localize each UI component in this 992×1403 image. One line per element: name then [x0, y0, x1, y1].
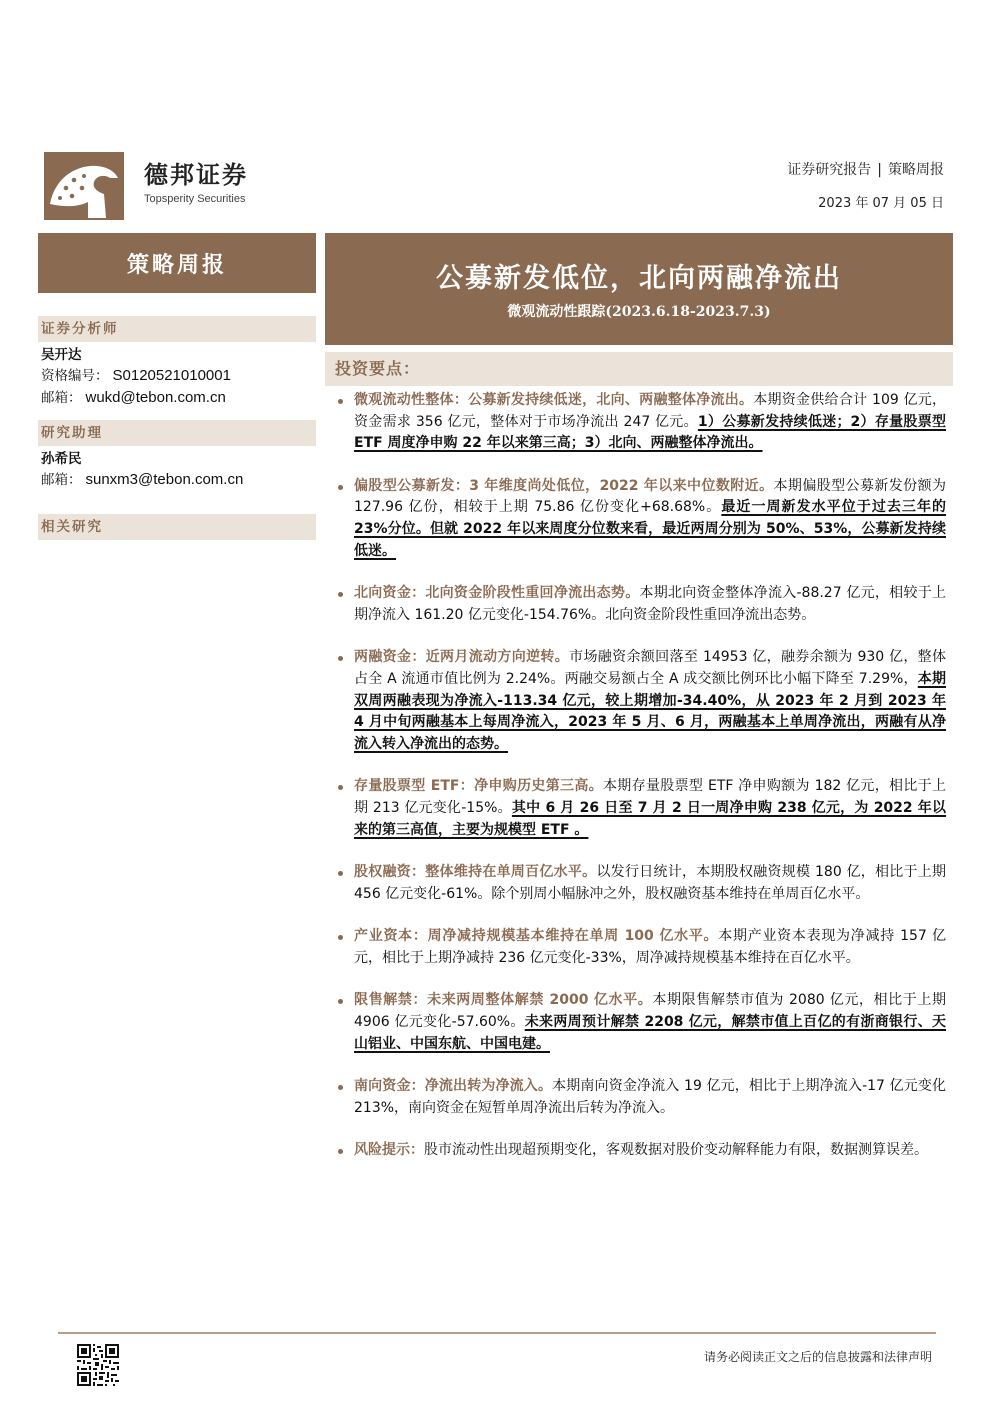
bullet-body: 本期限售解禁市值为 2080 亿元，相比于上期 4906 亿元变化-57.60%。 — [354, 992, 947, 1031]
bullet-body: 本期南向资金净流入 19 亿元，相比于上期净流入-17 亿元变化 213%，南向资金在短暂单周净流出后转为净流入。 — [354, 1078, 947, 1116]
company-logo-icon — [44, 152, 124, 220]
bullet-icon — [338, 935, 343, 940]
sidebar-banner — [38, 233, 316, 293]
title-banner — [325, 233, 953, 345]
bullet-highlight: 1）公募新发持续低迷；2）存量股票型 ETF 周度净申购 22 年以来第三高；3）北向、两融整体净流出。 — [354, 413, 946, 452]
analyst-email-line — [38, 387, 316, 409]
report-category-line — [787, 160, 944, 180]
bullet-icon — [338, 1085, 343, 1090]
report-meta — [787, 160, 944, 213]
assistant-email[interactable]: sunxm3@tebon.com.cn — [85, 471, 244, 488]
bullet-lead: 存量股票型 ETF：净申购历史第三高。 — [354, 778, 603, 795]
list-item — [332, 647, 946, 755]
bullet-lead: 偏股型公募新发：3 年维度尚处低位，2022 年以来中位数附近。 — [354, 477, 774, 494]
list-item — [332, 583, 946, 626]
brand-name-cn: 德邦证券 — [144, 161, 248, 189]
list-item — [332, 776, 946, 841]
related-research-head: 相关研究 — [38, 514, 316, 540]
email-label: 邮箱： — [41, 472, 82, 488]
email-label: 邮箱： — [41, 390, 82, 406]
bullet-icon — [338, 871, 343, 876]
bullet-lead: 微观流动性整体：公募新发持续低迷，北向、两融整体净流出。 — [354, 392, 754, 408]
bullet-lead: 限售解禁：未来两周整体解禁 2000 亿水平。 — [354, 992, 653, 1009]
bullet-body: 本期存量股票型 ETF 净申购额为 182 亿元，相比于上期 213 亿元变化-15%。 — [354, 778, 946, 816]
bullet-body: 股市流动性出现超预期变化，客观数据对股价变动解释能力有限，数据测算误差。 — [424, 1142, 928, 1159]
analyst-email[interactable]: wukd@tebon.com.cn — [85, 389, 226, 406]
key-points-heading: 投资要点： — [325, 352, 953, 386]
page-subtitle: 微观流动性跟踪(2023.6.18-2023.7.3) — [507, 304, 771, 320]
assistant-name: 孙希民 — [41, 451, 82, 467]
sidebar — [38, 233, 316, 540]
footer-divider — [58, 1332, 936, 1334]
separator: | — [877, 162, 882, 178]
bullet-highlight: 最近一周新发水平位于过去三年的 23%分位。但就 2022 年以来周度分位数来看，最近两周分别为 50%、53%，公募新发持续低迷。 — [354, 499, 947, 559]
bullet-lead: 产业资本：周净减持规模基本维持在单周 100 亿水平。 — [354, 928, 719, 945]
list-item — [332, 390, 946, 455]
bullet-body: 本期资金供给合计 109 亿元，资金需求 356 亿元，整体对于市场净流出 247 亿元。 — [354, 392, 946, 430]
cert-label: 资格编号： — [41, 368, 109, 384]
cert-value: S0120521010001 — [112, 367, 231, 384]
page-title: 公募新发低位，北向两融净流出 — [436, 263, 842, 294]
report-date: 2023 年 07 月 05 日 — [818, 196, 944, 211]
bullet-lead: 两融资金：近两月流动方向逆转。 — [354, 649, 570, 666]
analyst-name: 吴开达 — [41, 347, 82, 363]
report-type: 策略周报 — [888, 162, 944, 178]
bullet-lead: 股权融资：整体维持在单周百亿水平。 — [354, 864, 597, 881]
brand — [144, 160, 248, 206]
list-item — [332, 476, 946, 562]
bullet-body: 市场融资余额回落至 14953 亿，融券余额为 930 亿，整体占全 A 流通市值比例为 2.24%。两融交易额占全 A 成交额比例环比小幅下降至 7.29%， — [354, 649, 946, 687]
bullet-icon — [338, 592, 343, 597]
bullet-body: 本期产业资本表现为净减持 157 亿元，相比于上期净减持 236 亿元变化-33%，周净减持规模基本维持在百亿水平。 — [354, 928, 946, 966]
list-item — [332, 990, 946, 1055]
bullet-lead: 风险提示： — [354, 1142, 424, 1159]
bullet-icon — [338, 399, 343, 404]
assistant-section-head: 研究助理 — [38, 420, 316, 446]
assistant-email-line — [38, 469, 316, 491]
key-points-list — [332, 386, 946, 1162]
list-item — [332, 1140, 946, 1162]
bullet-highlight: 其中 6 月 26 日至 7 月 2 日一周净申购 238 亿元，为 2022 年以来的第三高值，主要为规模型 ETF 。 — [354, 799, 946, 838]
bullet-icon — [338, 785, 343, 790]
analyst-section-head: 证券分析师 — [38, 316, 316, 342]
bullet-icon — [338, 656, 343, 661]
bullet-icon — [338, 485, 343, 490]
bullet-lead: 北向资金：北向资金阶段性重回净流出态势。 — [354, 585, 640, 602]
bullet-icon — [338, 999, 343, 1004]
bullet-body: 本期北向资金整体净流入-88.27 亿元，相较于上期净流入 161.20 亿元变化-154.76%。北向资金阶段性重回净流出态势。 — [354, 585, 946, 623]
analyst-cert — [38, 365, 316, 387]
list-item — [332, 1076, 946, 1119]
sidebar-banner-title: 策略周报 — [126, 251, 227, 278]
report-category: 证券研究报告 — [787, 162, 872, 178]
bullet-body: 以发行日统计，本期股权融资规模 180 亿，相比于上期 456 亿元变化-61%。除个别周小幅脉冲之外，股权融资基本维持在单周百亿水平。 — [354, 864, 947, 902]
qr-code-icon — [77, 1344, 119, 1386]
list-item — [332, 862, 946, 905]
list-item — [332, 926, 946, 969]
brand-name-en: Topsperity Securities — [144, 193, 246, 205]
bullet-lead: 南向资金：净流出转为净流入。 — [354, 1078, 553, 1095]
bullet-body: 本期偏股型公募新发份额为 127.96 亿份，相较于上期 75.86 亿份变化+68.68%。 — [354, 477, 946, 516]
bullet-highlight: 本期双周两融表现为净流入-113.34 亿元，较上期增加-34.40%，从 2023 年 2 月到 2023 年 4 月中旬两融基本上每周净流入，2023 年 5 月、6 月，两融基本上单周净流出，两融有从净流入转入净流出的态势。 — [354, 670, 947, 752]
legal-disclaimer-note: 请务必阅读正文之后的信息披露和法律声明 — [703, 1350, 932, 1364]
bullet-highlight: 未来两周预计解禁 2208 亿元，解禁市值上百亿的有浙商银行、天山铝业、中国东航、中国电建。 — [354, 1014, 946, 1052]
bullet-icon — [338, 1149, 343, 1154]
